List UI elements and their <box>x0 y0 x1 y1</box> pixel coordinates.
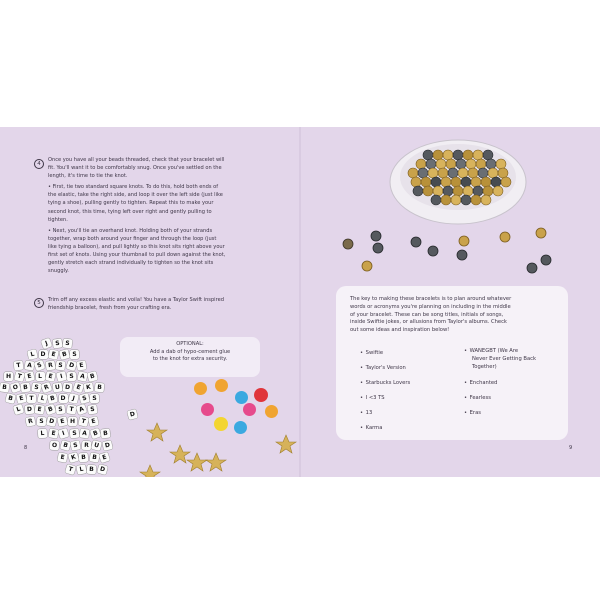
letter-bead: S <box>63 339 73 349</box>
letter-bead: E <box>88 416 99 427</box>
step-4-line: fit. You'll want it to be comfortably snug. Once you've settled on the <box>48 165 222 172</box>
letter-bead: B <box>89 428 100 439</box>
letter-bead: E <box>48 428 58 438</box>
letter-bead: D <box>127 409 138 420</box>
metal-bead <box>463 186 473 196</box>
letter-bead: A <box>77 371 88 382</box>
letter-bead: S <box>34 360 46 372</box>
letter-bead: E <box>57 416 68 427</box>
list-item: • Taylor's Version <box>360 365 406 371</box>
letter-bead: B <box>21 383 31 393</box>
metal-bead <box>481 177 491 187</box>
metal-bead <box>441 177 451 187</box>
metal-bead <box>466 159 476 169</box>
intro-line: words or acronyms you're planning on including in the middle <box>350 303 511 310</box>
list-item: • Enchanted <box>464 380 498 386</box>
intro-line: out some ideas and inspiration below! <box>350 327 450 334</box>
metal-bead <box>441 195 451 205</box>
metal-bead <box>431 177 441 187</box>
letter-bead: D <box>39 350 48 359</box>
step-4-line: length, it's time to tie the knot. <box>48 173 128 180</box>
letter-bead: S <box>56 361 66 371</box>
letter-bead: B <box>47 393 58 404</box>
metal-bead <box>413 186 423 196</box>
letter-bead: J <box>41 338 53 350</box>
metal-bead <box>461 177 471 187</box>
metal-bead <box>456 159 466 169</box>
letter-bead: S <box>87 404 97 414</box>
letter-bead: S <box>70 440 81 451</box>
step-5-line: friendship bracelet, fresh from your crafting era. <box>48 305 172 312</box>
metal-bead <box>461 195 471 205</box>
letter-bead: H <box>4 372 13 381</box>
letter-bead: L <box>76 464 86 474</box>
bullet-2-line: together, wrap both around your finger and through the loop (just <box>48 235 217 242</box>
list-item: • Fearless <box>464 395 491 401</box>
metal-bead <box>483 150 493 160</box>
metal-bead <box>433 186 443 196</box>
letter-bead: I <box>56 371 67 382</box>
metal-bead <box>473 150 483 160</box>
metal-bead <box>426 159 436 169</box>
letter-bead: E <box>16 393 27 404</box>
book-spread <box>0 127 600 477</box>
list-item: • Eras <box>464 410 481 416</box>
metal-bead <box>493 186 503 196</box>
metal-bead <box>471 195 481 205</box>
metal-bead <box>491 177 501 187</box>
letter-bead: D <box>63 383 73 393</box>
metal-bead <box>431 195 441 205</box>
letter-bead: S <box>79 393 90 404</box>
letter-bead: E <box>34 404 44 414</box>
letter-bead: S <box>36 417 45 426</box>
bullet-1-line: tying a shoe), pulling gently to tighten. Repeat this to make your <box>48 200 214 207</box>
metal-bead <box>473 186 483 196</box>
letter-bead: B <box>0 382 10 392</box>
metal-bead <box>421 177 431 187</box>
bullet-1-line: second knot, this time, tying left over right and gently pulling to <box>48 208 212 215</box>
letter-bead: L <box>37 393 48 404</box>
metal-bead <box>496 159 506 169</box>
metal-bead <box>476 159 486 169</box>
letter-bead: B <box>44 404 55 415</box>
letter-bead: A <box>24 360 34 370</box>
metal-bead <box>411 177 421 187</box>
intro-line: The key to making these bracelets is to plan around whatever <box>350 296 512 302</box>
metal-bead <box>458 168 468 178</box>
letter-bead: S <box>56 405 66 415</box>
letter-bead: R <box>25 416 36 427</box>
metal-bead <box>453 150 463 160</box>
letter-bead: S <box>52 338 62 348</box>
list-item: • 13 <box>360 410 373 416</box>
letter-bead: B <box>59 440 70 451</box>
letter-bead: O <box>9 382 20 393</box>
letter-bead: E <box>48 349 59 360</box>
metal-bead <box>481 195 491 205</box>
letter-bead: E <box>99 452 110 463</box>
letter-bead: T <box>27 394 36 403</box>
bullet-2-line: first set of knots. Using your thumbnail to pull down against the knot, <box>48 252 226 259</box>
letter-bead: L <box>27 349 38 360</box>
list-item: • WANEGBT (We Are <box>464 348 519 354</box>
intro-line: of your bracelet. These can be song titles, initials of songs, <box>350 311 504 318</box>
card-intro <box>350 296 556 335</box>
metal-bead <box>436 159 446 169</box>
letter-bead: E <box>24 371 35 382</box>
metal-bead <box>471 177 481 187</box>
letter-bead: B <box>94 383 104 393</box>
letter-bead: R <box>45 360 55 370</box>
metal-bead <box>443 150 453 160</box>
bullet-2-line: • Next, you'll tie an overhand knot. Holding both of your strands <box>48 227 213 234</box>
metal-bead <box>446 159 456 169</box>
letter-bead: T <box>78 416 89 427</box>
letter-bead: H <box>68 417 77 426</box>
metal-bead <box>498 168 508 178</box>
letter-bead: R <box>81 441 90 450</box>
metal-bead <box>486 159 496 169</box>
bullet-1-line: the elastic, take the right side, and loop it over the left side (just like <box>48 192 223 199</box>
letter-bead: D <box>24 405 34 415</box>
metal-bead <box>468 168 478 178</box>
metal-bead <box>423 186 433 196</box>
bullet-1-line: • First, tie two standard square knots. To do this, hold both ends of <box>48 184 219 191</box>
metal-bead <box>408 168 418 178</box>
list-item-continued: Never Ever Getting Back <box>472 356 536 362</box>
metal-bead <box>416 159 426 169</box>
page-number-right: 9 <box>569 445 573 451</box>
step-5-line: Trim off any excess elastic and voila! You have a Taylor Swift inspired <box>48 297 224 303</box>
letter-bead: K <box>83 382 93 392</box>
letter-bead: B <box>59 349 70 360</box>
list-item: • Karma <box>360 425 383 431</box>
step-5-number: 5 <box>34 298 44 308</box>
letter-bead: L <box>38 429 48 439</box>
letter-bead: O <box>50 441 59 450</box>
letter-bead: B <box>87 371 98 382</box>
bullet-1-line: tighten. <box>48 216 68 223</box>
intro-line: inside Swiftie jokes, or allusions from Taylor's albums. Check <box>350 319 507 326</box>
step-4-number: 4 <box>34 159 44 169</box>
letter-bead: E <box>57 452 67 462</box>
letter-bead: I <box>58 428 69 439</box>
list-item: • Starbucks Lovers <box>360 380 411 386</box>
letter-bead: B <box>5 393 16 404</box>
metal-bead <box>423 150 433 160</box>
letter-bead: D <box>59 394 68 403</box>
letter-bead: S <box>31 382 41 392</box>
letter-bead: D <box>102 440 113 451</box>
letter-bead: A <box>76 404 88 416</box>
list-item: • I <3 TS <box>360 395 385 401</box>
scattered-beads <box>343 228 551 273</box>
letter-bead: T <box>14 361 24 371</box>
list-item: • Swiftie <box>360 350 384 356</box>
letter-bead: S <box>67 372 76 381</box>
letter-bead: S <box>69 429 79 439</box>
letter-bead: U <box>91 440 102 451</box>
letter-bead: S <box>90 394 99 403</box>
letter-bead: D <box>96 464 107 475</box>
letter-bead: L <box>36 372 45 381</box>
letter-bead: B <box>101 429 111 439</box>
letter-bead: B <box>89 452 99 462</box>
letter-bead: L <box>13 404 24 415</box>
metal-bead <box>428 168 438 178</box>
metal-bead <box>501 177 511 187</box>
step-4-line: Once you have all your beads threaded, check that your bracelet will <box>48 157 225 163</box>
bullet-2-line: like tying a balloon), and pull lightly so this knot sits right above your <box>48 243 225 250</box>
metal-bead <box>483 186 493 196</box>
metal-bead <box>418 168 428 178</box>
list-item-continued: Together) <box>472 364 497 370</box>
letter-bead: D <box>46 416 57 427</box>
metal-bead <box>453 186 463 196</box>
metal-bead <box>443 186 453 196</box>
metal-bead <box>448 168 458 178</box>
letter-bead: R <box>41 382 53 394</box>
letter-bead: U <box>52 382 62 392</box>
bullet-2-line: snuggly. <box>48 268 69 275</box>
optional-heading: OPTIONAL: <box>176 341 204 347</box>
metal-bead <box>433 150 443 160</box>
letter-bead: E <box>45 371 56 382</box>
optional-line: to the knot for extra security. <box>152 356 228 362</box>
ideas-card <box>336 286 568 440</box>
bullet-2-line: gently stretch each strand individually to tighten so the knot sits <box>48 260 214 267</box>
letter-bead: T <box>66 404 76 414</box>
letter-bead: B <box>87 465 96 474</box>
letter-bead: E <box>72 382 83 393</box>
letter-bead: T <box>14 371 25 382</box>
letter-bead: E <box>76 360 86 370</box>
metal-bead <box>438 168 448 178</box>
page-number-left: 8 <box>24 445 28 451</box>
letter-bead: B <box>79 453 89 463</box>
metal-bead <box>451 195 461 205</box>
metal-bead <box>451 177 461 187</box>
metal-bead <box>488 168 498 178</box>
optional-line: Add a dab of hypo-cement glue <box>149 348 231 355</box>
metal-bead <box>463 150 473 160</box>
letter-bead: K <box>67 452 78 463</box>
letter-bead: A <box>79 428 89 438</box>
letter-bead: S <box>70 350 79 359</box>
metal-bead <box>478 168 488 178</box>
letter-bead: T <box>65 464 76 475</box>
letter-bead: J <box>68 393 79 404</box>
letter-bead: D <box>65 360 76 371</box>
